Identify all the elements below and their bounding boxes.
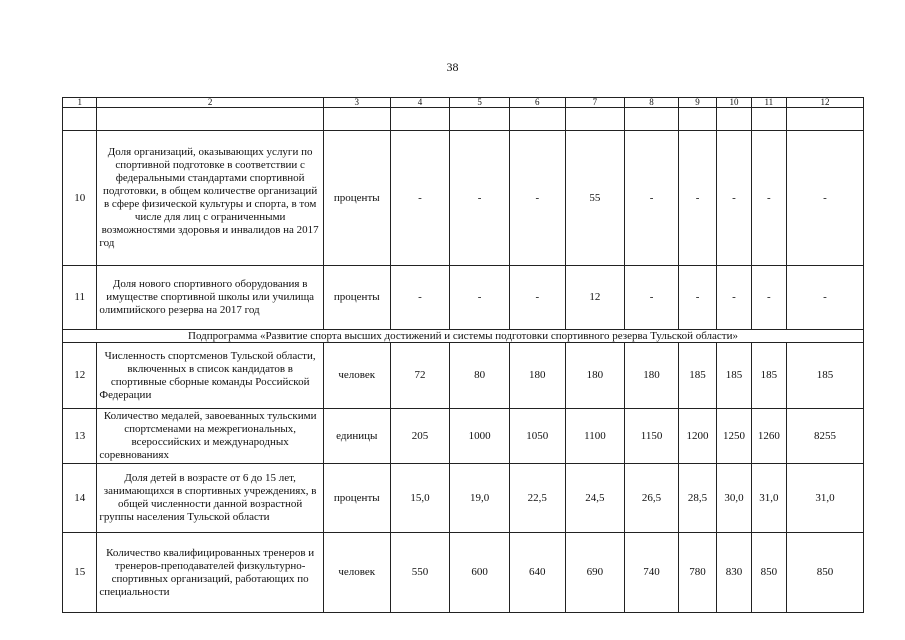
value-cell: 780	[678, 533, 716, 613]
value-cell: 850	[751, 533, 786, 613]
table-row	[63, 409, 864, 464]
value-cell: 690	[565, 533, 625, 613]
value-cell: 1260	[751, 409, 786, 464]
column-number: 3	[323, 98, 390, 108]
subprogram-title: Подпрограмма «Развитие спорта высших достижений и системы подготовки спортивного резерва Тульской области»	[63, 330, 864, 343]
value-cell: 1050	[509, 409, 565, 464]
indicators-table	[62, 97, 864, 613]
value-cell: 185	[717, 343, 751, 409]
value-cell: 180	[509, 343, 565, 409]
column-number: 4	[390, 98, 450, 108]
value-cell: 830	[717, 533, 751, 613]
indicator-name: Доля детей в возрасте от 6 до 15 лет, занимающихся в спортивных учреждениях, в общей численности данной возрастной группы населения Тульской области	[97, 464, 324, 533]
unit: проценты	[323, 464, 390, 533]
value-cell: 28,5	[678, 464, 716, 533]
column-number: 8	[625, 98, 679, 108]
value-cell: 1150	[625, 409, 679, 464]
value-cell: -	[751, 266, 786, 330]
value-cell: 1200	[678, 409, 716, 464]
row-number: 13	[63, 409, 97, 464]
table-row	[63, 266, 864, 330]
row-number: 12	[63, 343, 97, 409]
value-cell: -	[450, 266, 510, 330]
value-cell: -	[509, 266, 565, 330]
value-cell: -	[678, 131, 716, 266]
value-cell: 1100	[565, 409, 625, 464]
row-number: 14	[63, 464, 97, 533]
unit: человек	[323, 533, 390, 613]
value-cell: 185	[787, 343, 864, 409]
value-cell: -	[625, 131, 679, 266]
table-row	[63, 533, 864, 613]
column-number: 5	[450, 98, 510, 108]
value-cell: 185	[751, 343, 786, 409]
value-cell: 850	[787, 533, 864, 613]
value-cell: 12	[565, 266, 625, 330]
value-cell: 640	[509, 533, 565, 613]
value-cell: 205	[390, 409, 450, 464]
value-cell: 31,0	[751, 464, 786, 533]
unit: проценты	[323, 131, 390, 266]
page-number: 38	[446, 60, 459, 74]
unit: человек	[323, 343, 390, 409]
table-row	[63, 131, 864, 266]
value-cell: 180	[565, 343, 625, 409]
column-number: 9	[678, 98, 716, 108]
value-cell: 740	[625, 533, 679, 613]
value-cell: -	[787, 131, 864, 266]
value-cell: 600	[450, 533, 510, 613]
column-number: 7	[565, 98, 625, 108]
value-cell: -	[717, 266, 751, 330]
value-cell: -	[678, 266, 716, 330]
value-cell: 15,0	[390, 464, 450, 533]
row-number: 15	[63, 533, 97, 613]
subprogram-row	[63, 330, 864, 343]
value-cell: -	[390, 266, 450, 330]
value-cell: 80	[450, 343, 510, 409]
indicator-name: Численность спортсменов Тульской области, включенных в список кандидатов в спортивные сборные команды Российской Федерации	[97, 343, 324, 409]
value-cell: 185	[678, 343, 716, 409]
value-cell: -	[390, 131, 450, 266]
value-cell: 1000	[450, 409, 510, 464]
value-cell: 26,5	[625, 464, 679, 533]
value-cell: 550	[390, 533, 450, 613]
value-cell: 30,0	[717, 464, 751, 533]
value-cell: 31,0	[787, 464, 864, 533]
value-cell: 8255	[787, 409, 864, 464]
indicator-name: Доля нового спортивного оборудования в имуществе спортивной школы или училища олимпийского резерва на 2017 год	[97, 266, 324, 330]
blank-row	[63, 108, 864, 131]
table-row	[63, 343, 864, 409]
value-cell: -	[625, 266, 679, 330]
column-number: 12	[787, 98, 864, 108]
unit: единицы	[323, 409, 390, 464]
value-cell: 22,5	[509, 464, 565, 533]
column-number: 1	[63, 98, 97, 108]
indicator-name: Доля организаций, оказывающих услуги по спортивной подготовке в соответствии с федеральными стандартами спортивной подготовки, в общем количестве организаций в сфере физической культуры и спорта, в том числе для лиц с ограниченными возможностями здоровья и инвалидов на 2017 год	[97, 131, 324, 266]
value-cell: -	[450, 131, 510, 266]
row-number: 11	[63, 266, 97, 330]
row-number: 10	[63, 131, 97, 266]
value-cell: 24,5	[565, 464, 625, 533]
column-number-row	[63, 98, 864, 108]
value-cell: 55	[565, 131, 625, 266]
value-cell: 72	[390, 343, 450, 409]
value-cell: -	[509, 131, 565, 266]
column-number: 6	[509, 98, 565, 108]
column-number: 11	[751, 98, 786, 108]
indicator-name: Количество медалей, завоеванных тульскими спортсменами на межрегиональных, всероссийских и международных соревнованиях	[97, 409, 324, 464]
value-cell: 1250	[717, 409, 751, 464]
table-row	[63, 464, 864, 533]
value-cell: 19,0	[450, 464, 510, 533]
value-cell: -	[787, 266, 864, 330]
column-number: 2	[97, 98, 324, 108]
unit: проценты	[323, 266, 390, 330]
value-cell: -	[751, 131, 786, 266]
column-number: 10	[717, 98, 751, 108]
value-cell: -	[717, 131, 751, 266]
indicator-name: Количество квалифицированных тренеров и тренеров-преподавателей физкультурно-спортивных организаций, работающих по специальности	[97, 533, 324, 613]
value-cell: 180	[625, 343, 679, 409]
